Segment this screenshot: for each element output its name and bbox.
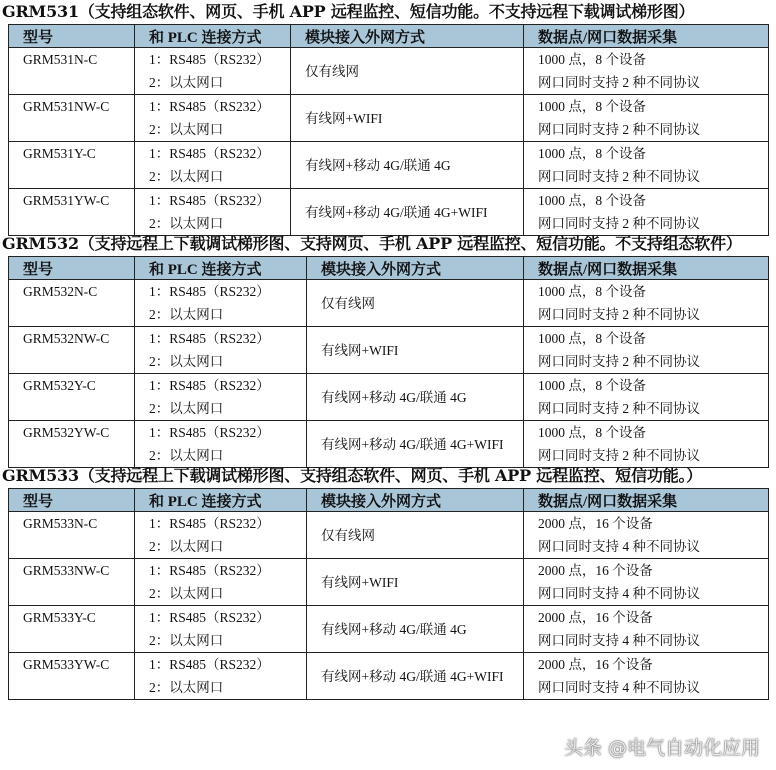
connection-cell bbox=[135, 95, 291, 142]
network-cell bbox=[307, 559, 524, 606]
data-cell bbox=[524, 95, 769, 142]
table-row bbox=[9, 653, 769, 700]
model-cell-text: GRM531NW-C bbox=[23, 99, 110, 114]
header-row bbox=[9, 489, 769, 512]
model-cell-text: GRM533N-C bbox=[23, 516, 98, 531]
network-cell bbox=[307, 280, 524, 327]
model-cell bbox=[9, 653, 135, 700]
data-cell-text: 网口同时支持 4 种不同协议 bbox=[538, 633, 700, 648]
model-cell bbox=[9, 48, 135, 95]
connection-cell-text: 2：以太网口 bbox=[149, 448, 224, 463]
header-row bbox=[9, 25, 769, 48]
section-title: GRM533（支持远程上下载调试梯形图、支持组态软件、网页、手机 APP 远程监控、短信功能。） bbox=[2, 466, 703, 485]
model-cell bbox=[9, 327, 135, 374]
data-cell-text: 1000 点，8 个设备 bbox=[538, 425, 646, 440]
connection-cell-text: 2：以太网口 bbox=[149, 307, 224, 322]
network-cell-text: 有线网+移动 4G/联通 4G+WIFI bbox=[321, 436, 504, 452]
connection-cell-text: 1：RS485（RS232） bbox=[149, 563, 270, 578]
data-cell-text: 1000 点，8 个设备 bbox=[538, 378, 646, 393]
data-cell bbox=[524, 559, 769, 606]
network-cell bbox=[307, 606, 524, 653]
network-cell bbox=[307, 653, 524, 700]
data-cell bbox=[524, 142, 769, 189]
model-cell-text: GRM532Y-C bbox=[23, 378, 96, 393]
data-cell-text: 1000 点，8 个设备 bbox=[538, 193, 646, 208]
network-cell-text: 有线网+移动 4G/联通 4G+WIFI bbox=[305, 204, 488, 220]
section-title: GRM532（支持远程上下载调试梯形图、支持网页、手机 APP 远程监控、短信功能。不支持组态软件） bbox=[2, 234, 742, 253]
data-cell bbox=[524, 653, 769, 700]
connection-cell-text: 1：RS485（RS232） bbox=[149, 425, 270, 440]
connection-cell-text: 1：RS485（RS232） bbox=[149, 378, 270, 393]
spec-table bbox=[8, 256, 769, 468]
model-cell bbox=[9, 280, 135, 327]
data-cell bbox=[524, 421, 769, 468]
network-cell bbox=[307, 421, 524, 468]
connection-cell bbox=[135, 512, 307, 559]
connection-cell-text: 2：以太网口 bbox=[149, 539, 224, 554]
header-row bbox=[9, 257, 769, 280]
connection-cell-text: 1：RS485（RS232） bbox=[149, 99, 270, 114]
data-cell bbox=[524, 327, 769, 374]
data-cell-text: 网口同时支持 2 种不同协议 bbox=[538, 448, 700, 463]
table-row bbox=[9, 421, 769, 468]
column-header: 模块接入外网方式 bbox=[291, 25, 524, 48]
data-cell-text: 网口同时支持 2 种不同协议 bbox=[538, 216, 700, 231]
data-cell bbox=[524, 374, 769, 421]
column-header: 型号 bbox=[9, 257, 135, 280]
connection-cell-text: 1：RS485（RS232） bbox=[149, 657, 270, 672]
table-row bbox=[9, 280, 769, 327]
network-cell-text: 仅有线网 bbox=[321, 295, 375, 311]
column-header: 型号 bbox=[9, 25, 135, 48]
connection-cell-text: 1：RS485（RS232） bbox=[149, 193, 270, 208]
model-cell-text: GRM531YW-C bbox=[23, 193, 110, 208]
data-cell-text: 2000 点，16 个设备 bbox=[538, 516, 653, 531]
data-cell-text: 1000 点，8 个设备 bbox=[538, 52, 646, 67]
connection-cell-text: 2：以太网口 bbox=[149, 122, 224, 137]
table-row bbox=[9, 559, 769, 606]
connection-cell bbox=[135, 653, 307, 700]
model-cell bbox=[9, 374, 135, 421]
model-cell-text: GRM533YW-C bbox=[23, 657, 110, 672]
model-cell bbox=[9, 606, 135, 653]
data-cell-text: 2000 点，16 个设备 bbox=[538, 563, 653, 578]
table-row bbox=[9, 374, 769, 421]
table-row bbox=[9, 606, 769, 653]
connection-cell-text: 1：RS485（RS232） bbox=[149, 146, 270, 161]
column-header: 数据点/网口数据采集 bbox=[524, 25, 769, 48]
model-cell-text: GRM531Y-C bbox=[23, 146, 96, 161]
network-cell-text: 有线网+移动 4G/联通 4G bbox=[321, 621, 467, 637]
connection-cell bbox=[135, 189, 291, 236]
network-cell-text: 有线网+WIFI bbox=[321, 574, 399, 590]
data-cell bbox=[524, 48, 769, 95]
connection-cell bbox=[135, 606, 307, 653]
data-cell-text: 1000 点，8 个设备 bbox=[538, 331, 646, 346]
model-cell-text: GRM532N-C bbox=[23, 284, 98, 299]
column-header: 模块接入外网方式 bbox=[307, 257, 524, 280]
column-header: 和 PLC 连接方式 bbox=[135, 489, 307, 512]
model-cell-text: GRM533NW-C bbox=[23, 563, 110, 578]
data-cell bbox=[524, 512, 769, 559]
connection-cell bbox=[135, 280, 307, 327]
column-header: 和 PLC 连接方式 bbox=[135, 25, 291, 48]
network-cell bbox=[307, 327, 524, 374]
column-header: 型号 bbox=[9, 489, 135, 512]
data-cell-text: 网口同时支持 2 种不同协议 bbox=[538, 122, 700, 137]
connection-cell-text: 2：以太网口 bbox=[149, 633, 224, 648]
connection-cell bbox=[135, 374, 307, 421]
column-header: 和 PLC 连接方式 bbox=[135, 257, 307, 280]
connection-cell bbox=[135, 327, 307, 374]
data-cell-text: 网口同时支持 2 种不同协议 bbox=[538, 307, 700, 322]
network-cell bbox=[291, 142, 524, 189]
data-cell-text: 1000 点，8 个设备 bbox=[538, 284, 646, 299]
model-cell-text: GRM531N-C bbox=[23, 52, 98, 67]
connection-cell-text: 2：以太网口 bbox=[149, 401, 224, 416]
network-cell bbox=[291, 95, 524, 142]
table-row bbox=[9, 142, 769, 189]
data-cell-text: 网口同时支持 2 种不同协议 bbox=[538, 75, 700, 90]
data-cell bbox=[524, 606, 769, 653]
connection-cell-text: 2：以太网口 bbox=[149, 169, 224, 184]
table-row bbox=[9, 189, 769, 236]
spec-table bbox=[8, 24, 769, 236]
model-cell bbox=[9, 421, 135, 468]
model-cell bbox=[9, 559, 135, 606]
connection-cell-text: 2：以太网口 bbox=[149, 354, 224, 369]
network-cell-text: 有线网+移动 4G/联通 4G bbox=[305, 157, 451, 173]
column-header: 模块接入外网方式 bbox=[307, 489, 524, 512]
connection-cell-text: 2：以太网口 bbox=[149, 216, 224, 231]
network-cell-text: 有线网+WIFI bbox=[321, 342, 399, 358]
section-title: GRM531（支持组态软件、网页、手机 APP 远程监控、短信功能。不支持远程下载调试梯形图） bbox=[2, 2, 695, 21]
data-cell-text: 1000 点，8 个设备 bbox=[538, 99, 646, 114]
network-cell-text: 有线网+移动 4G/联通 4G bbox=[321, 389, 467, 405]
model-cell bbox=[9, 189, 135, 236]
connection-cell bbox=[135, 142, 291, 189]
model-cell-text: GRM532NW-C bbox=[23, 331, 110, 346]
data-cell-text: 网口同时支持 2 种不同协议 bbox=[538, 169, 700, 184]
data-cell-text: 2000 点，16 个设备 bbox=[538, 610, 653, 625]
model-cell-text: GRM532YW-C bbox=[23, 425, 110, 440]
connection-cell-text: 1：RS485（RS232） bbox=[149, 516, 270, 531]
connection-cell-text: 1：RS485（RS232） bbox=[149, 331, 270, 346]
network-cell bbox=[307, 374, 524, 421]
model-cell bbox=[9, 142, 135, 189]
connection-cell bbox=[135, 421, 307, 468]
data-cell-text: 1000 点，8 个设备 bbox=[538, 146, 646, 161]
column-header: 数据点/网口数据采集 bbox=[524, 489, 769, 512]
table-row bbox=[9, 327, 769, 374]
table-row bbox=[9, 48, 769, 95]
connection-cell-text: 1：RS485（RS232） bbox=[149, 52, 270, 67]
data-cell-text: 网口同时支持 2 种不同协议 bbox=[538, 401, 700, 416]
data-cell-text: 网口同时支持 4 种不同协议 bbox=[538, 586, 700, 601]
data-cell-text: 网口同时支持 4 种不同协议 bbox=[538, 680, 700, 695]
watermark: 头条 @电气自动化应用 bbox=[563, 737, 760, 759]
table-row bbox=[9, 512, 769, 559]
network-cell bbox=[291, 48, 524, 95]
network-cell-text: 仅有线网 bbox=[305, 63, 359, 79]
data-cell bbox=[524, 280, 769, 327]
data-cell-text: 网口同时支持 4 种不同协议 bbox=[538, 539, 700, 554]
data-cell bbox=[524, 189, 769, 236]
connection-cell bbox=[135, 48, 291, 95]
data-cell-text: 2000 点，16 个设备 bbox=[538, 657, 653, 672]
connection-cell-text: 2：以太网口 bbox=[149, 75, 224, 90]
connection-cell bbox=[135, 559, 307, 606]
connection-cell-text: 2：以太网口 bbox=[149, 680, 224, 695]
network-cell-text: 有线网+WIFI bbox=[305, 110, 383, 126]
model-cell bbox=[9, 95, 135, 142]
model-cell bbox=[9, 512, 135, 559]
connection-cell-text: 1：RS485（RS232） bbox=[149, 610, 270, 625]
network-cell-text: 仅有线网 bbox=[321, 527, 375, 543]
spec-table bbox=[8, 488, 769, 700]
column-header: 数据点/网口数据采集 bbox=[524, 257, 769, 280]
table-row bbox=[9, 95, 769, 142]
connection-cell-text: 2：以太网口 bbox=[149, 586, 224, 601]
network-cell bbox=[307, 512, 524, 559]
model-cell-text: GRM533Y-C bbox=[23, 610, 96, 625]
data-cell-text: 网口同时支持 2 种不同协议 bbox=[538, 354, 700, 369]
network-cell bbox=[291, 189, 524, 236]
network-cell-text: 有线网+移动 4G/联通 4G+WIFI bbox=[321, 668, 504, 684]
connection-cell-text: 1：RS485（RS232） bbox=[149, 284, 270, 299]
